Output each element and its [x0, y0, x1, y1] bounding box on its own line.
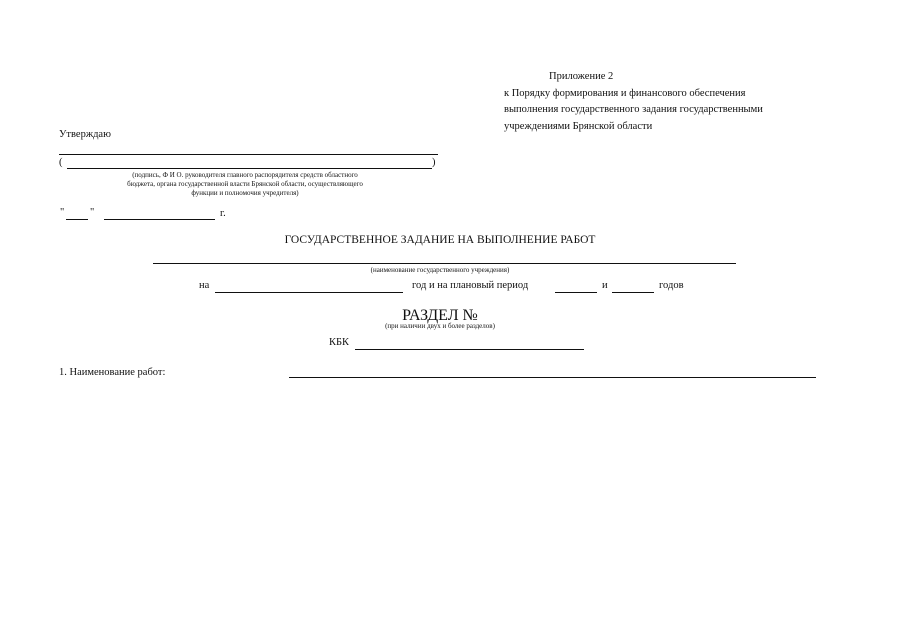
date-quote-close: "	[90, 207, 95, 218]
open-paren: (	[59, 157, 63, 168]
appendix-line: к Порядку формирования и финансового обеспечения	[504, 87, 746, 99]
close-paren: )	[432, 157, 436, 168]
year-suffix: г.	[220, 208, 226, 219]
date-month-field[interactable]	[104, 219, 215, 220]
appendix-header	[504, 69, 763, 135]
signature-caption-line: функции и полномочия учредителя)	[191, 188, 299, 197]
appendix-title: Приложение 2	[549, 71, 614, 82]
appendix-line: выполнения государственного задания государственными	[504, 104, 763, 115]
signature-caption	[70, 171, 420, 197]
period-years-label: годов	[659, 280, 684, 291]
works-name-label: 1. Наименование работ:	[59, 367, 166, 378]
period-on-label: на	[199, 280, 210, 291]
period-and-label: и	[602, 280, 608, 291]
approve-label: Утверждаю	[59, 129, 111, 140]
institution-caption: (наименование государственного учреждения)	[370, 266, 510, 274]
institution-name-line[interactable]	[153, 263, 736, 264]
signature-caption-line: (подпись, Ф И О. руководителя главного распорядителя средств областного	[132, 171, 358, 179]
planned-year-2-field[interactable]	[612, 292, 654, 293]
document-title: ГОСУДАРСТВЕННОЕ ЗАДАНИЕ НА ВЫПОЛНЕНИЕ РАБОТ	[284, 234, 596, 246]
kbk-label: КБК	[329, 337, 350, 348]
section-caption: (при наличии двух и более разделов)	[385, 322, 495, 330]
planned-year-1-field[interactable]	[555, 292, 597, 293]
appendix-line: учреждениями Брянской области	[504, 120, 653, 132]
kbk-field[interactable]	[355, 349, 584, 350]
date-quote-open: "	[60, 207, 65, 218]
approver-line-top	[59, 154, 438, 155]
date-day-field[interactable]	[66, 219, 88, 220]
works-name-field[interactable]	[289, 377, 816, 378]
approver-signature-line[interactable]	[67, 168, 432, 169]
period-year-field[interactable]	[215, 292, 403, 293]
section-label: РАЗДЕЛ №	[402, 307, 478, 324]
signature-caption-line: бюджета, органа государственной власти Брянской области, осуществляющего	[127, 179, 363, 188]
period-year-planned-label: год и на плановый период	[412, 280, 529, 291]
